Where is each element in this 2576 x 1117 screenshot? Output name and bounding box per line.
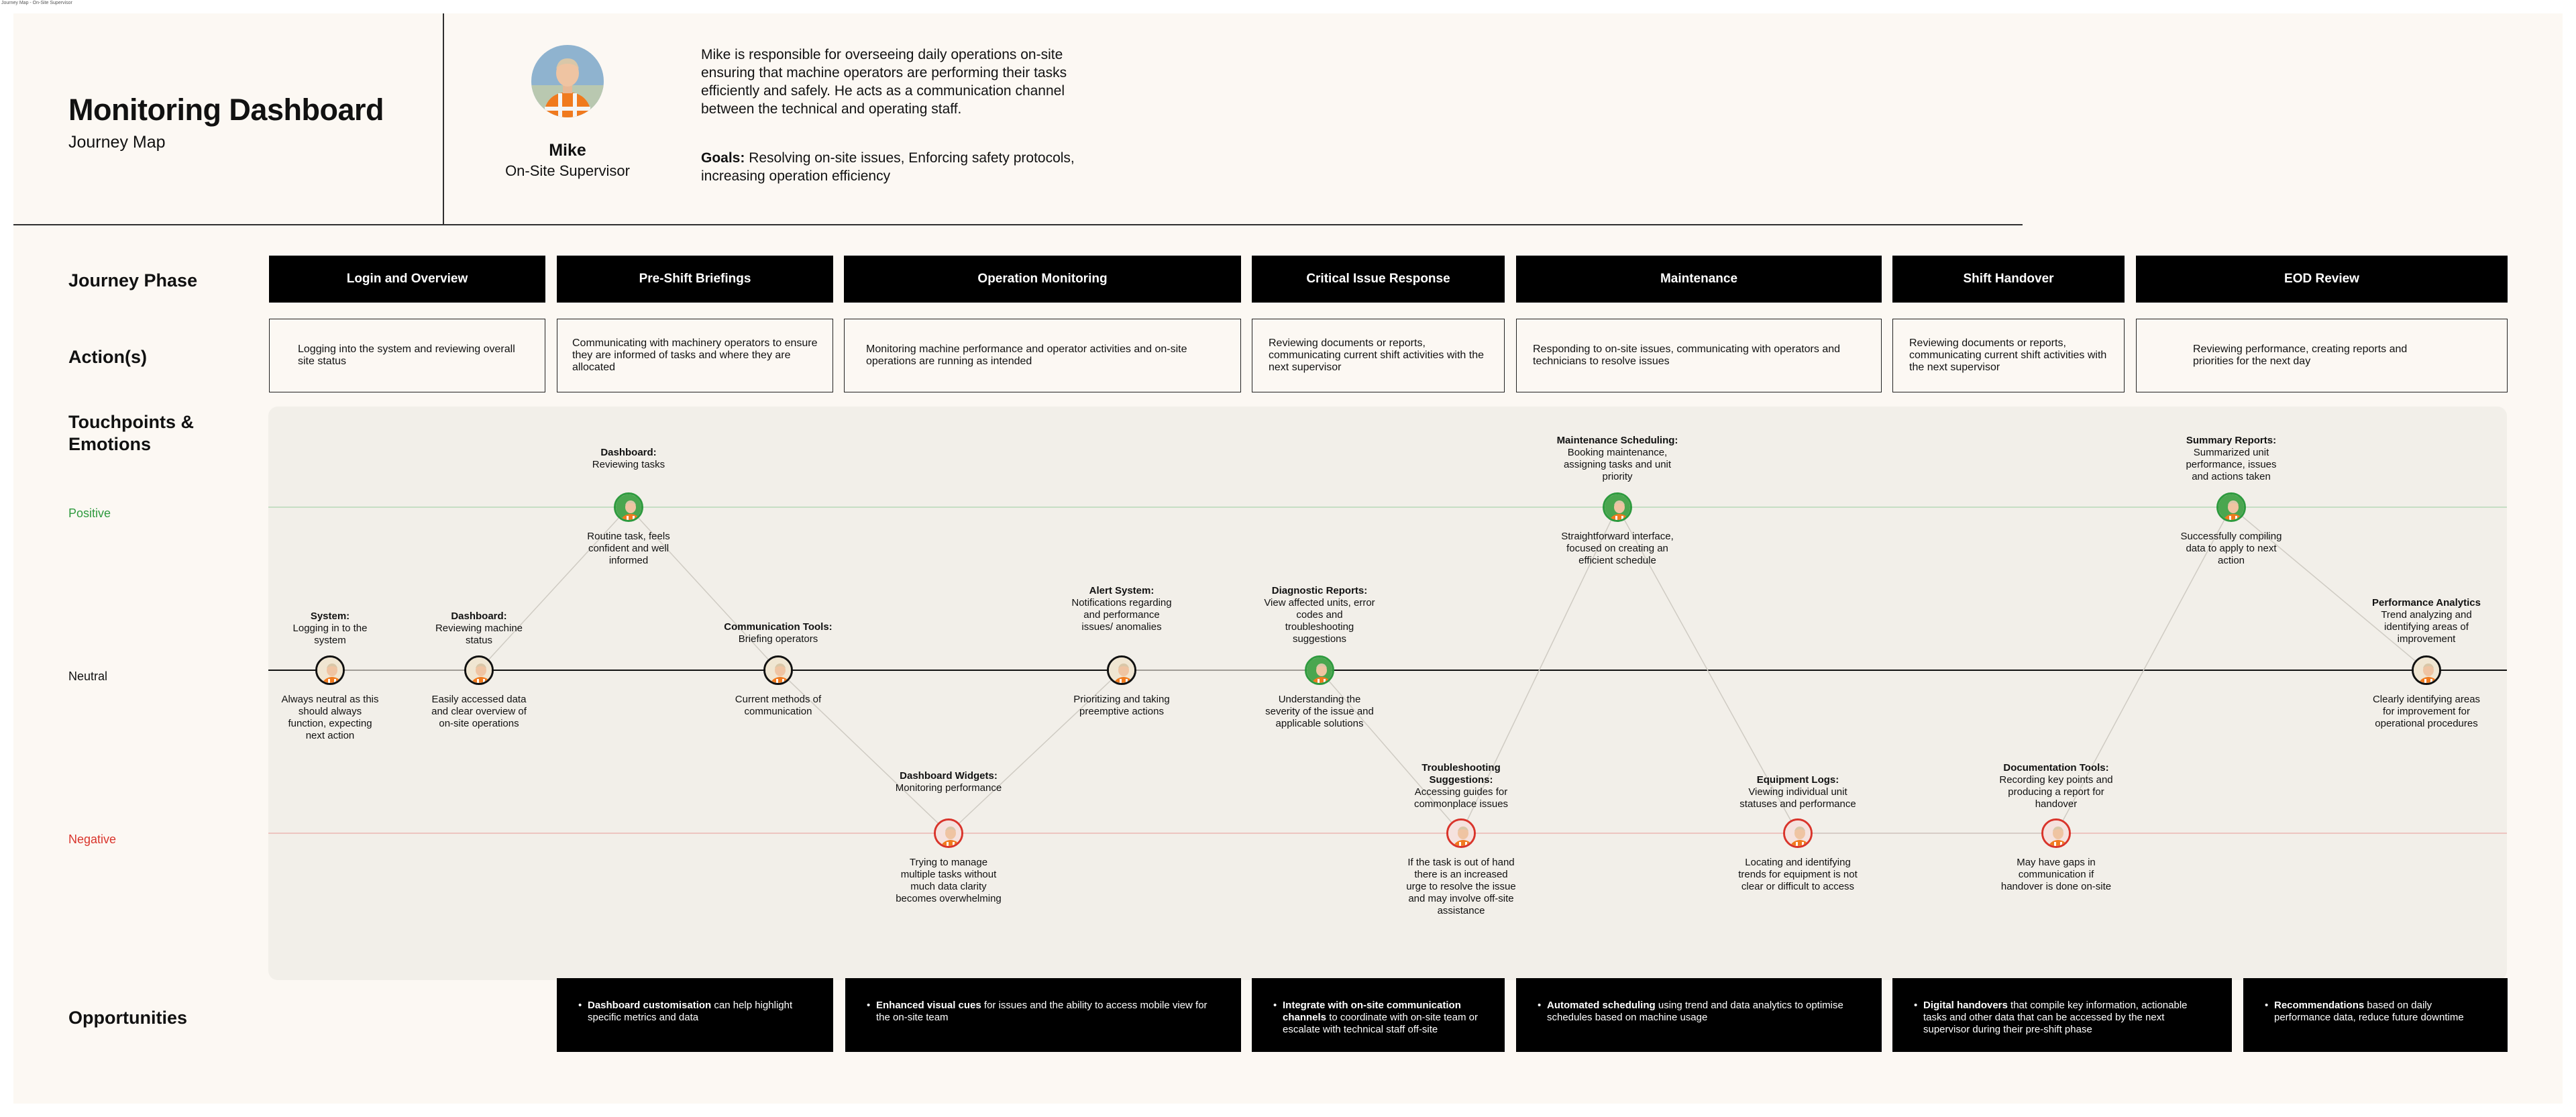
touchpoint-detail: Monitoring performance	[895, 782, 1002, 794]
touchpoint-title: Summary Reports:	[2186, 435, 2277, 446]
touchpoint-label	[714, 621, 842, 645]
opportunity-text: based on daily performance data, reduce future downtime	[2274, 1000, 2464, 1023]
touchpoint-detail: View affected units, error codes and troubleshooting suggestions	[1264, 597, 1375, 645]
touchpoint-emotion-note: Clearly identifying areas for improvement for operational procedures	[2372, 694, 2481, 729]
touchpoint-detail: Reviewing tasks	[592, 459, 665, 470]
touchpoint-title: Equipment Logs:	[1756, 774, 1839, 786]
touchpoint-emotion-note: Understanding the severity of the issue and applicable solutions	[1265, 694, 1374, 729]
touchpoint-title: Alert System:	[1089, 585, 1155, 596]
page-title: Monitoring Dashboard	[68, 93, 384, 127]
action-maintenance: Responding to on-site issues, communicating with operators and technicians to resolve issues	[1516, 319, 1882, 392]
touchpoint-emotion-note: Prioritizing and taking preemptive actions	[1073, 694, 1170, 717]
emotion-avatar-icon	[763, 655, 793, 685]
touchpoint-label	[1554, 435, 1681, 483]
touchpoint-label	[892, 770, 1006, 794]
persona-description: Mike is responsible for overseeing daily operations on-site ensuring that machine operators are performing their tasks efficiently and safely. He acts as a communication channel between the technical and operating staff.	[701, 47, 1067, 117]
touchpoint-title: Performance Analytics	[2371, 597, 2481, 608]
touchpoint-title: Dashboard:	[451, 610, 507, 622]
touchpoint-emotion-note: If the task is out of hand there is an increased urge to resolve the issue and may involve off-site assistance	[1406, 857, 1516, 916]
opportunity-text: to coordinate with on-site team or escalate with technical staff off-site	[1283, 1012, 1478, 1035]
touchpoint-detail: Accessing guides for commonplace issues	[1413, 786, 1509, 810]
touchpoint-title: Communication Tools:	[724, 621, 833, 633]
emotion-avatar-icon	[1783, 818, 1813, 848]
touchpoint-emotion-note: Always neutral as this should always function, expecting next action	[281, 694, 379, 741]
touchpoint-emotion-note: May have gaps in communication if handover is done on-site	[2000, 857, 2112, 892]
touchpoint-title: Dashboard Widgets:	[900, 770, 998, 782]
opportunity-text: can help highlight specific metrics and data	[588, 1000, 793, 1023]
touchpoint-title: Diagnostic Reports:	[1271, 585, 1368, 596]
touchpoint-label	[1263, 585, 1377, 645]
touchpoint-emotion-note: Straightforward interface, focused on creating an efficient schedule	[1561, 531, 1674, 566]
action-login-and-overview: Logging into the system and reviewing overall site status	[269, 319, 545, 392]
phase-shift-handover: Shift Handover	[1892, 256, 2125, 303]
touchpoint-emotion-note: Trying to manage multiple tasks without much data clarity becomes overwhelming	[896, 857, 1002, 904]
emotion-label-positive: Positive	[68, 507, 111, 520]
phase-pre-shift-briefings: Pre-Shift Briefings	[557, 256, 833, 303]
action-critical-issue-response: Reviewing documents or reports, communicating current shift activities with the next supervisor	[1252, 319, 1505, 392]
phase-eod-review: EOD Review	[2136, 256, 2508, 303]
emotion-avatar-icon	[1305, 655, 1334, 685]
emotion-avatar-icon	[934, 818, 963, 848]
phase-critical-issue-response: Critical Issue Response	[1252, 256, 1505, 303]
touchpoint-title: Maintenance Scheduling:	[1556, 435, 1678, 446]
touchpoint-label	[280, 610, 380, 647]
emotion-avatar-icon	[2041, 818, 2071, 848]
touchpoint-detail: Booking maintenance, assigning tasks and unit priority	[1563, 447, 1672, 482]
opportunity-bold: Enhanced visual cues	[876, 1000, 981, 1011]
touchpoint-emotion-note: Successfully compiling data to apply to next action	[2180, 531, 2282, 566]
emotion-avatar-icon	[2412, 655, 2441, 685]
opportunity-text: using trend and data analytics to optimise schedules based on machine usage	[1547, 1000, 1843, 1023]
row-label-actions: Action(s)	[68, 347, 147, 367]
opportunity-card	[1516, 978, 1882, 1052]
emotion-label-neutral: Neutral	[68, 670, 108, 683]
opportunity-card	[1252, 978, 1505, 1052]
opportunity-bold: Dashboard customisation	[588, 1000, 712, 1011]
touchpoint-detail: Trend analyzing and identifying areas of improvement	[2381, 609, 2472, 645]
page-subtitle: Journey Map	[68, 133, 166, 152]
touchpoint-label	[1731, 774, 1865, 810]
touchpoint-label	[1404, 762, 1518, 810]
row-label-opportunities: Opportunities	[68, 1008, 187, 1028]
touchpoint-emotion-note: Easily accessed data and clear overview of on-site operations	[431, 694, 527, 729]
persona-role: On-Site Supervisor	[505, 162, 630, 179]
action-pre-shift-briefings: Communicating with machinery operators to ensure they are informed of tasks and where they are allocated	[557, 319, 833, 392]
emotion-avatar-icon	[614, 492, 643, 522]
opportunity-card	[557, 978, 833, 1052]
row-label-touchpoints: Touchpoints & Emotions	[68, 412, 194, 454]
opportunity-text: that compile key information, actionable tasks and other data that can be accessed by the next supervisor during their pre-shift phase	[1923, 1000, 2188, 1035]
opportunity-bold: Integrate with on-site communication channels	[1283, 1000, 1461, 1023]
touchpoint-label	[1999, 762, 2113, 810]
row-label-journey-phase: Journey Phase	[68, 270, 198, 290]
touchpoint-title: Dashboard:	[600, 447, 657, 458]
opportunity-card	[845, 978, 1241, 1052]
emotion-avatar-icon	[1107, 655, 1136, 685]
frame-label: Journey Map - On-Site Supervisor	[1, 1, 72, 5]
persona-name: Mike	[549, 141, 586, 160]
touchpoint-label	[575, 447, 682, 471]
opportunity-card	[2243, 978, 2508, 1052]
touchpoint-detail: Recording key points and producing a report for handover	[1999, 774, 2113, 810]
emotion-label-negative: Negative	[68, 833, 117, 846]
touchpoint-detail: Summarized unit performance, issues and actions taken	[2186, 447, 2277, 482]
touchpoint-label	[2369, 597, 2483, 645]
action-operation-monitoring: Monitoring machine performance and operator activities and on-site operations are running as intended	[844, 319, 1241, 392]
phase-operation-monitoring: Operation Monitoring	[844, 256, 1241, 303]
goals-text: Resolving on-site issues, Enforcing safety protocols, increasing operation efficiency	[701, 150, 1075, 184]
touchpoint-emotion-note: Locating and identifying trends for equipment is not clear or difficult to access	[1738, 857, 1858, 892]
action-eod-review: Reviewing performance, creating reports and priorities for the next day	[2136, 319, 2508, 392]
touchpoint-detail: Notifications regarding and performance issues/ anomalies	[1071, 597, 1172, 633]
emotion-avatar-icon	[1446, 818, 1476, 848]
touchpoint-title: System:	[310, 610, 350, 622]
touchpoint-label	[2178, 435, 2285, 483]
touchpoint-label	[1071, 585, 1172, 633]
touchpoint-detail: Reviewing machine status	[435, 623, 523, 646]
opportunity-text: for issues and the ability to access mobile view for the on-site team	[876, 1000, 1208, 1023]
opportunity-bold: Automated scheduling	[1547, 1000, 1656, 1011]
emotion-avatar-icon	[2216, 492, 2246, 522]
phase-maintenance: Maintenance	[1516, 256, 1882, 303]
touchpoint-emotion-note: Routine task, feels confident and well informed	[587, 531, 670, 566]
touchpoint-detail: Viewing individual unit statuses and performance	[1739, 786, 1856, 810]
action-shift-handover: Reviewing documents or reports, communicating current shift activities with the next supervisor	[1892, 319, 2125, 392]
touchpoint-emotion-note: Current methods of communication	[735, 694, 822, 717]
emotion-avatar-icon	[1603, 492, 1632, 522]
touchpoint-detail: Briefing operators	[738, 633, 818, 645]
emotion-avatar-icon	[315, 655, 345, 685]
touchpoint-title: Documentation Tools:	[2003, 762, 2109, 774]
opportunity-bold: Recommendations	[2274, 1000, 2365, 1011]
touchpoint-title: Troubleshooting Suggestions:	[1421, 762, 1501, 786]
opportunity-bold: Digital handovers	[1923, 1000, 2008, 1011]
touchpoint-detail: Logging in to the system	[292, 623, 368, 646]
phase-login-and-overview: Login and Overview	[269, 256, 545, 303]
emotion-avatar-icon	[464, 655, 494, 685]
opportunity-card	[1892, 978, 2232, 1052]
touchpoint-label	[425, 610, 533, 647]
goals-label: Goals:	[701, 150, 745, 166]
journey-map-board	[13, 13, 2563, 1104]
